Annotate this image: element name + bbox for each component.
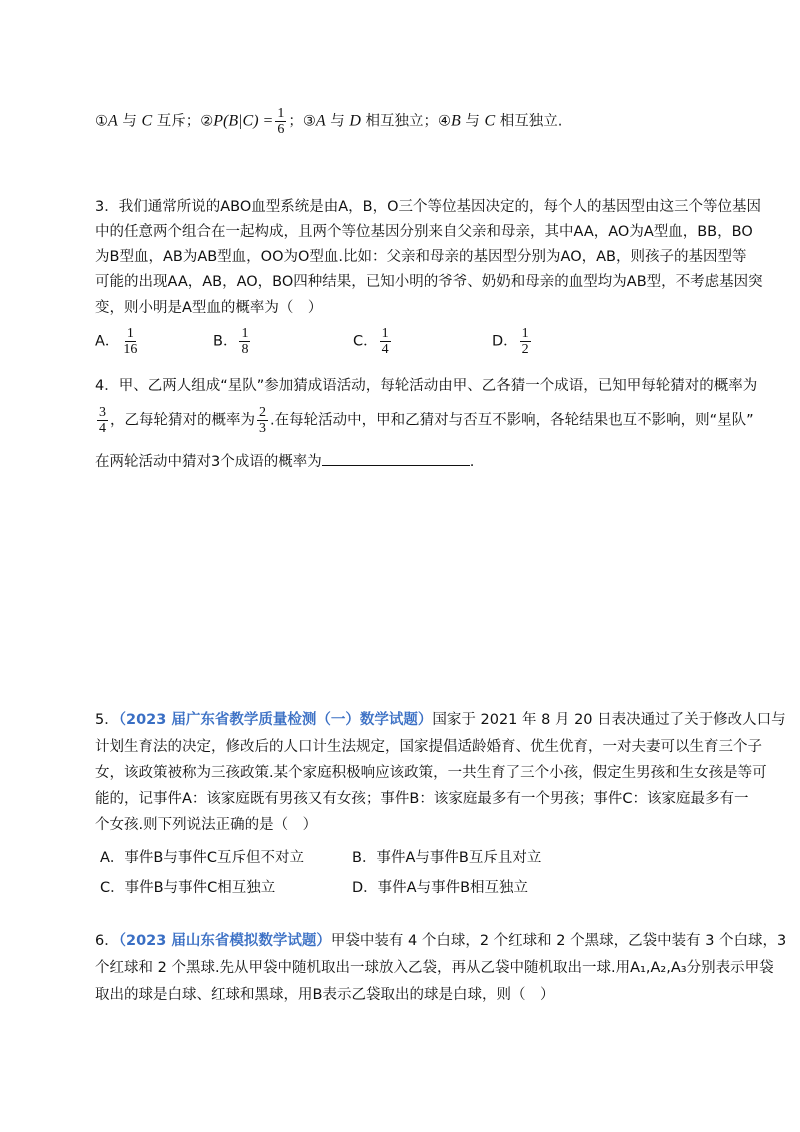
q5-line-1 [95, 710, 786, 730]
q3-option-d-den: 2 [521, 342, 529, 357]
q3-option-b-num: 1 [241, 326, 249, 341]
q3-option-d-fraction [520, 326, 531, 357]
q2-s1-end: 互斥；② [152, 113, 214, 130]
q3-option-c[interactable] [353, 326, 393, 357]
q2-s1-C: C [141, 112, 153, 130]
q2-s2-end: ；③ [288, 113, 316, 130]
q2-s4-B: B [451, 112, 461, 130]
q3-option-a-num: 1 [126, 326, 134, 341]
q2-s3-A: A [315, 112, 326, 130]
q2-s3-mid: 与 [325, 113, 350, 130]
q3-line-4: 可能的出现AA，AB，AO，BO四种结果，已知小明的爷爷、奶奶和母亲的血型均为AB型，不考虑基因突 [95, 274, 763, 290]
q4-line-2-mid: ，乙每轮猜对的概率为 [110, 412, 255, 429]
q5-line-2: 计划生育法的决定，修改后的人口计生法规定，国家提倡适龄婚育、优生优育，一对夫妻可以生育三个子 [95, 739, 762, 755]
q5-line-1-rest: 国家于 2021 年 8 月 20 日表决通过了关于修改人口与 [432, 712, 786, 728]
q5-option-c[interactable]: C．事件B与事件C相互独立 [100, 880, 276, 896]
q4-fraction-1-den: 4 [99, 421, 106, 436]
q3-option-b[interactable] [213, 326, 252, 357]
q2-s2-num: 1 [277, 106, 285, 121]
q3-option-a-den: 16 [123, 342, 138, 357]
q3-option-d[interactable] [492, 326, 533, 357]
q4-line-1: 4．甲、乙两人组成“星队”参加猜成语活动，每轮活动由甲、乙各猜一个成语，已知甲每轮猜对的概率为 [95, 378, 758, 394]
q4-fraction-2-num: 2 [259, 405, 266, 420]
q2-s1-A: A [108, 112, 118, 130]
q5-option-d[interactable]: D．事件A与事件B相互独立 [352, 880, 529, 896]
q4-fraction-2-den: 3 [259, 421, 266, 436]
q4-line-2 [95, 405, 754, 436]
q3-option-d-num: 1 [521, 326, 529, 341]
q2-s3-end: 相互独立；④ [360, 113, 452, 130]
q3-option-a-fraction [121, 326, 139, 357]
q4-fraction-1-num: 3 [99, 405, 106, 420]
q3-option-b-den: 8 [241, 342, 249, 357]
q3-line-5: 变，则小明是A型血的概率为（ ） [95, 300, 323, 316]
q3-option-d-label: D． [492, 333, 518, 350]
q6-line-1 [95, 931, 786, 951]
q5-option-a[interactable]: A．事件B与事件C互斥但不对立 [100, 850, 304, 866]
q3-option-a[interactable] [95, 326, 141, 357]
q4-fraction-2 [257, 405, 268, 436]
q5-line-4: 能的，记事件A：该家庭既有男孩又有女孩；事件B：该家庭最多有一个男孩；事件C：该家庭最多有一 [95, 791, 749, 807]
q5-number: 5． [95, 712, 119, 728]
q2-s2-fraction [275, 106, 286, 137]
q3-line-2: 中的任意两个组合在一起构成，且两个等位基因分别来自父亲和母亲，其中AA，AO为A型血，BB，BO [95, 224, 753, 240]
q3-option-c-fraction [380, 326, 391, 357]
q6-number: 6． [95, 933, 119, 949]
q2-s3-D: D [349, 112, 361, 130]
q3-line-3: 为B型血，AB为AB型血，OO为O型血.比如：父亲和母亲的基因型分别为AO，AB，则孩子的基因型等 [95, 249, 747, 265]
q4-answer-blank[interactable] [322, 451, 470, 466]
q5-line-3: 女，该政策被称为三孩政策.某个家庭积极响应该政策，一共生育了三个小孩，假定生男孩和生女孩是等可 [95, 765, 767, 781]
q4-line-2-end: .在每轮活动中，甲和乙猜对与否互不影响，各轮结果也互不影响，则“星队” [270, 412, 754, 429]
q3-option-a-label: A． [95, 333, 120, 350]
q3-option-b-fraction [239, 326, 250, 357]
q3-option-c-label: C． [353, 333, 378, 350]
q5-source: （2023 届广东省教学质量检测（一）数学试题） [118, 712, 433, 728]
q2-s4-end: 相互独立. [495, 113, 563, 130]
q5-option-b[interactable]: B．事件A与事件B互斥且对立 [352, 850, 542, 866]
q2-statements-line [95, 106, 562, 137]
q2-s1-prefix: ① [95, 113, 108, 130]
q3-option-c-num: 1 [381, 326, 389, 341]
q6-source: （2023 届山东省模拟数学试题） [118, 933, 331, 949]
q4-line-3-text: 在两轮活动中猜对3个成语的概率为 [95, 454, 322, 470]
q3-option-c-den: 4 [381, 342, 389, 357]
q3-option-b-label: B． [213, 333, 238, 350]
q3-line-1: 3．我们通常所说的ABO血型系统是由A，B，O三个等位基因决定的，每个人的基因型由这三个等位基因 [95, 199, 762, 215]
q2-s4-mid: 与 [460, 113, 485, 130]
q5-line-5: 个女孩.则下列说法正确的是（ ） [95, 817, 318, 833]
q2-s2-den: 6 [277, 122, 285, 137]
q4-line-3-end: . [469, 454, 475, 470]
q6-line-1-rest: 甲袋中装有 4 个白球，2 个红球和 2 个黑球，乙袋中装有 3 个白球，3 [330, 933, 787, 949]
q4-line-3 [95, 451, 474, 472]
q2-s1-mid: 与 [117, 113, 142, 130]
q2-s4-C: C [484, 112, 496, 130]
q6-line-2: 个红球和 2 个黑球.先从甲袋中随机取出一球放入乙袋，再从乙袋中随机取出一球.用A₁,A₂,A₃分别表示甲袋 [95, 960, 774, 976]
q4-fraction-1 [97, 405, 108, 436]
q6-line-3: 取出的球是白球、红球和黑球，用B表示乙袋取出的球是白球，则（ ） [95, 987, 555, 1003]
q2-s2-expr: P(B|C) = [213, 112, 274, 130]
